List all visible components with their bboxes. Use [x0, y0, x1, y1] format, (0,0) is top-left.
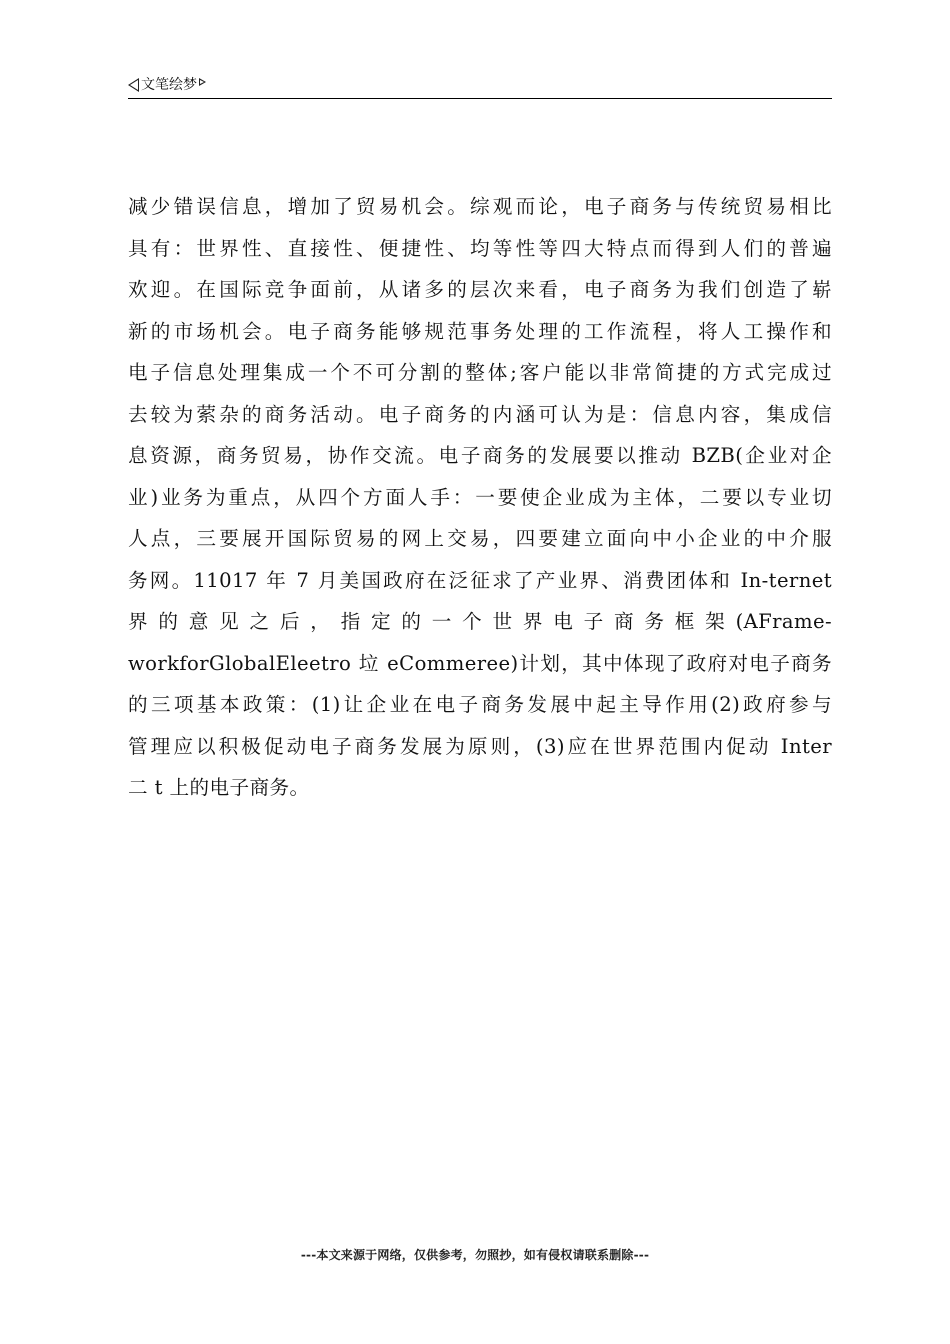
text-line: 欢迎。在国际竞争面前，从诸多的层次来看，电子商务为我们创造了崭 — [128, 278, 832, 301]
text-line: 的三项基本政策：(1)让企业在电子商务发展中起主导作用(2)政府参与 — [128, 693, 832, 716]
text-line: 管理应以积极促动电子商务发展为原则，(3)应在世界范围内促动 Inter — [128, 734, 832, 758]
text-line: 息资源，商务贸易，协作交流。电子商务的发展要以推动 BZB(企业对企 — [128, 444, 832, 467]
left-triangle-icon — [128, 78, 139, 92]
footer-disclaimer: ---本文来源于网络，仅供参考，勿照抄，如有侵权请联系删除--- — [300, 1248, 650, 1262]
text-line: 界 的 意 见 之 后 ， 指 定 的 一 个 世 界 电 子 商 务 框 架 (AFrame- — [128, 610, 832, 633]
right-triangle-icon — [199, 78, 206, 86]
text-line: workforGlobalEleetro 垃 eCommeree)计划，其中体现了政府对电子商务 — [128, 651, 832, 675]
text-line: 务网。11017 年 7 月美国政府在泛征求了产业界、消费团体和 In-ternet — [128, 568, 832, 592]
page-header — [128, 76, 832, 99]
text-line: 具有：世界性、直接性、便捷性、均等性等四大特点而得到人们的普遍 — [128, 236, 832, 260]
text-line: 减少错误信息，增加了贸易机会。综观而论，电子商务与传统贸易相比 — [128, 195, 832, 218]
text-line: 业)业务为重点，从四个方面人手：一要使企业成为主体，二要以专业切 — [128, 485, 832, 509]
header-title-group — [128, 76, 206, 94]
text-line: 电子信息处理集成一个不可分割的整体;客户能以非常简捷的方式完成过 — [128, 361, 832, 384]
text-line: 二 t 上的电子商务。 — [128, 776, 310, 799]
text-line: 去较为萦杂的商务活动。电子商务的内涵可认为是：信息内容，集成信 — [128, 402, 832, 426]
header-title: 文笔绘梦 — [141, 77, 197, 93]
text-line: 新的市场机会。电子商务能够规范事务处理的工作流程，将人工操作和 — [128, 319, 832, 343]
text-line: 人点，三要展开国际贸易的网上交易，四要建立面向中小企业的中介服 — [128, 527, 832, 550]
body-paragraph — [128, 186, 832, 809]
